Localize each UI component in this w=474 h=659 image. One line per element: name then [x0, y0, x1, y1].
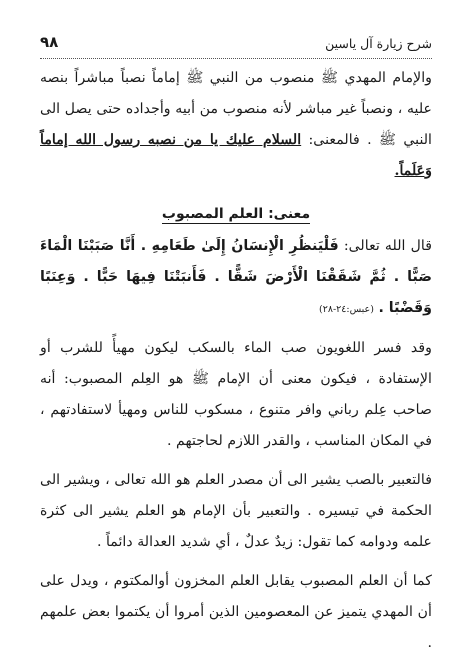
header-rule — [40, 58, 432, 59]
page-number: ٩٨ — [40, 33, 59, 51]
section-heading-text: معنى: العلم المصبوب — [161, 206, 311, 222]
paragraph-linguistic-meaning: وقد فسر اللغويون صب الماء بالسكب ليكون مهيأً للشرب أو الإستفادة ، فيكون معنى أن الإمام ﷺ هو العِلم المصبوب: أنه صاحب عِلم رباني وافر متنوع ، مسكوب للناس ومهيأ لاستفادتهم ، في المكان المناسب ، والقدر اللازم لحاجتهم . — [40, 340, 432, 449]
running-title: شرح زيارة آل ياسين — [325, 35, 432, 51]
page-header — [40, 20, 432, 50]
page-body — [40, 63, 432, 659]
verse-intro: قال الله تعالى: — [338, 238, 432, 254]
paragraph-quran-verse — [40, 231, 432, 325]
paragraph-pouring-expression: فالتعبير بالصب يشير الى أن مصدر العلم هو الله تعالى ، ويشير الى الحكمة في تيسيره . والتعبير بأن الإمام هو العلم يشير الى كثرة علمه ودوامه كما تقول: زيدٌ عدلٌ ، أي شديد العدالة دائماً . — [40, 472, 432, 550]
quran-verse: فَلْيَنظُرِ الْإِنسَانُ إِلَىٰ طَعَامِهِ . أَنَّا صَبَبْنَا الْمَاءَ صَبًّا . ثُمَّ شَقَقْنَا الْأَرْضَ شَقًّا . فَأَنبَتْنَا فِيهَا حَبًّا . وَعِنَبًا وَقَضْبًا . — [40, 238, 432, 316]
paragraph-gap — [40, 325, 432, 333]
verse-citation: (عبس:٢٤-٢٨) — [319, 304, 374, 315]
paragraph-hidden-knowledge: كما أن العلم المصبوب يقابل العلم المخزون أوالمكتوم ، ويدل على أن المهدي يتميز عن المعصومين الذين أمروا أن يكتموا بعض علمهم . — [40, 573, 432, 651]
paragraph-mahdi-appointment — [40, 63, 432, 187]
paragraph-gap — [40, 457, 432, 465]
paragraph-text: والإمام المهدي ﷺ منصوب من النبي ﷺ إماماً نصباً مباشراً بنصه عليه ، ونصباً غير مباشر لأنه منصوب من أبيه وأجداده حتى يصل الى النبي ﷺ . فالمعنى: — [40, 70, 433, 148]
emphasized-salutation: السلام عليك يا من نصبه رسول الله إماماً وَعَلَماً. — [40, 132, 432, 179]
paragraph-gap — [40, 558, 432, 566]
section-heading — [40, 201, 432, 227]
